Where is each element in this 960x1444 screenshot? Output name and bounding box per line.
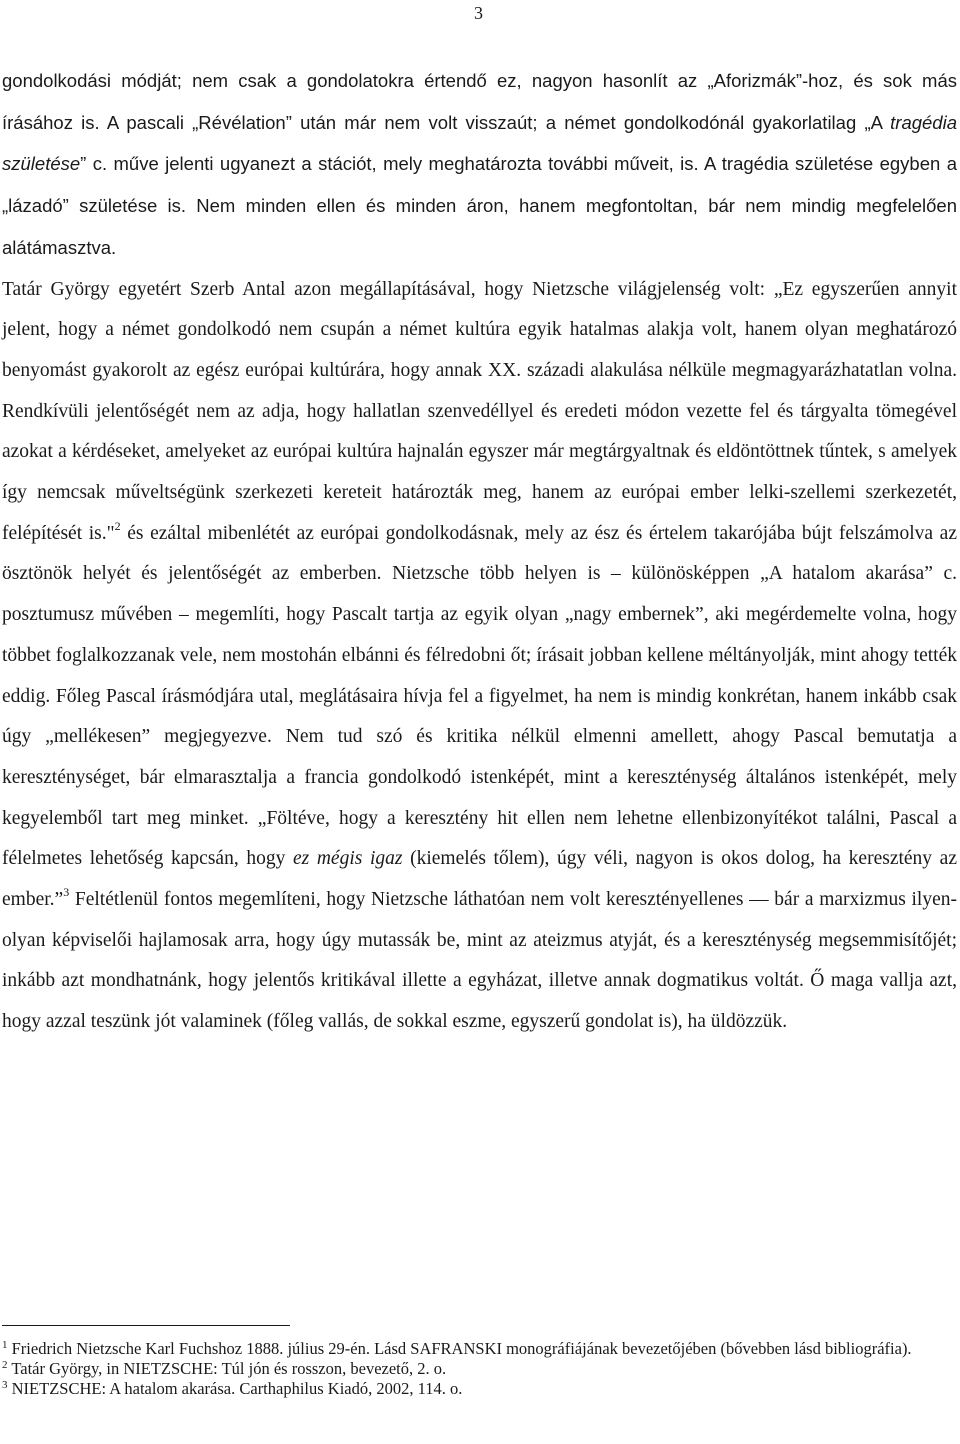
footnote-2 [2,1359,957,1379]
paragraph-2-text-cont: és ezáltal mibenlétét az európai gondolkodásnak, mely az ész és értelem takarójába bújt felszámolva az ösztönök helyét és jelentőségét az emberben. Nietzsche több helyen is – különösképpen „A hatalom akarása” c. posztumusz művében – megemlíti, hogy Pascalt tartja az egyik olyan „nagy embernek”, aki megérdemelte volna, hogy többet foglalkozzanak vele, nem mostohán elbánni és félredobni őt; írásait jobban kellene méltányolják, mint ahogy tették eddig. Főleg Pascal írásmódjára utal, meglátásaira hívja fel a figyelmet, ha nem is mindig konkrétan, hanem inkább csak úgy „mellékesen” megjegyezve. Nem tud szó és kritika nélkül elmenni amellett, ahogy Pascal bemutatja a kereszténységet, bár elmarasztalja a francia gondolkodó istenképét, mint a kereszténység általános istenképét, mely kegyelemből tart meg minket. „Föltéve, hogy a keresztény hit ellen nem lehetne ellenbizonyítékot találni, Pascal a félelmetes lehetőség kapcsán, hogy [2,522,957,870]
italic-emphasis: ez mégis igaz [292,848,403,870]
footnote-text: Tatár György, in NIETZSCHE: Túl jón és rosszon, bevezető, 2. o. [7,1359,447,1378]
footnote-ref-2[interactable]: 2 [114,518,121,533]
paragraph-1-text: gondolkodási módját; nem csak a gondolatokra értendő ez, nagyon hasonlít az „Aforizmák”-hoz, és sok más írásához is. A pascali „Révélation” után már nem volt visszaút; a német gondolkodónál gyakorlatilag „A [2,70,957,133]
footnote-number: 2 [2,1359,8,1371]
page-number: 3 [474,3,483,23]
paragraph-2-text-cont2: (kiemelés tőlem), úgy véli, nagyon is okos dolog, ha keresztény az ember.” [2,848,957,911]
footnotes [2,1339,957,1399]
footnote-1 [2,1339,957,1359]
footnote-ref-3[interactable]: 3 [63,885,70,900]
footnote-separator [2,1325,290,1326]
paragraph-2-text: Tatár György egyetért Szerb Antal azon megállapításával, hogy Nietzsche világjelenség volt: „Ez egyszerűen annyit jelent, hogy a német gondolkodó nem csupán a német kultúra egyik hatalmas alakja volt, hanem olyan meghatározó benyomást gyakorolt az egész európai kultúrára, hogy annak XX. századi alakulása nélküle megmagyarázhatatlan volna. Rendkívüli jelentőségét nem az adja, hogy hallatlan szenvedéllyel és eredeti módon vezette fel és tárgyalta tömegével azokat a kérdéseket, amelyeket az európai kultúra hajnalán egyszer már megtárgyaltnak és eldöntöttnek tűntek, s amelyek így nemcsak műveltségünk szerkezeti kereteit határozták meg, hanem az európai ember lelki-szellemi szerkezetét, felépítését is." [2,278,957,544]
paragraph-1-text-cont: ” c. műve jelenti ugyanezt a stációt, mely meghatározta további műveit, is. A tragédia születése egyben a „lázadó” születése is. Nem minden ellen és minden áron, hanem megfontoltan, bár nem mindig megfelelően alátámasztva. [2,153,957,258]
body-text [2,61,957,1043]
paragraph-2-text-cont3: Feltétlenül fontos megemlíteni, hogy Nietzsche láthatóan nem volt keresztényellenes — bár a marxizmus ilyen-olyan képviselői hajlamosak arra, hogy úgy mutassák be, mint az ateizmus atyját, és a kereszténység megsemmisítőjét; inkább azt mondhatnánk, hogy jelentős kritikával illette a egyházat, illetve annak dogmatikus voltát. Ő maga vallja azt, hogy azzal teszünk jót valaminek (főleg vallás, de sokkal eszme, egyszerű gondolat is), ha üldözzük. [2,889,957,1033]
footnote-number: 1 [2,1339,8,1351]
footnote-3 [2,1379,957,1399]
italic-title: tragédia születése [2,111,957,175]
footnote-text: Friedrich Nietzsche Karl Fuchshoz 1888. július 29-én. Lásd SAFRANSKI monográfiájának bevezetőjében (bővebben lásd bibliográfia). [7,1339,912,1358]
footnote-number: 3 [2,1379,8,1391]
footnote-text: NIETZSCHE: A hatalom akarása. Carthaphilus Kiadó, 2002, 114. o. [7,1379,463,1398]
